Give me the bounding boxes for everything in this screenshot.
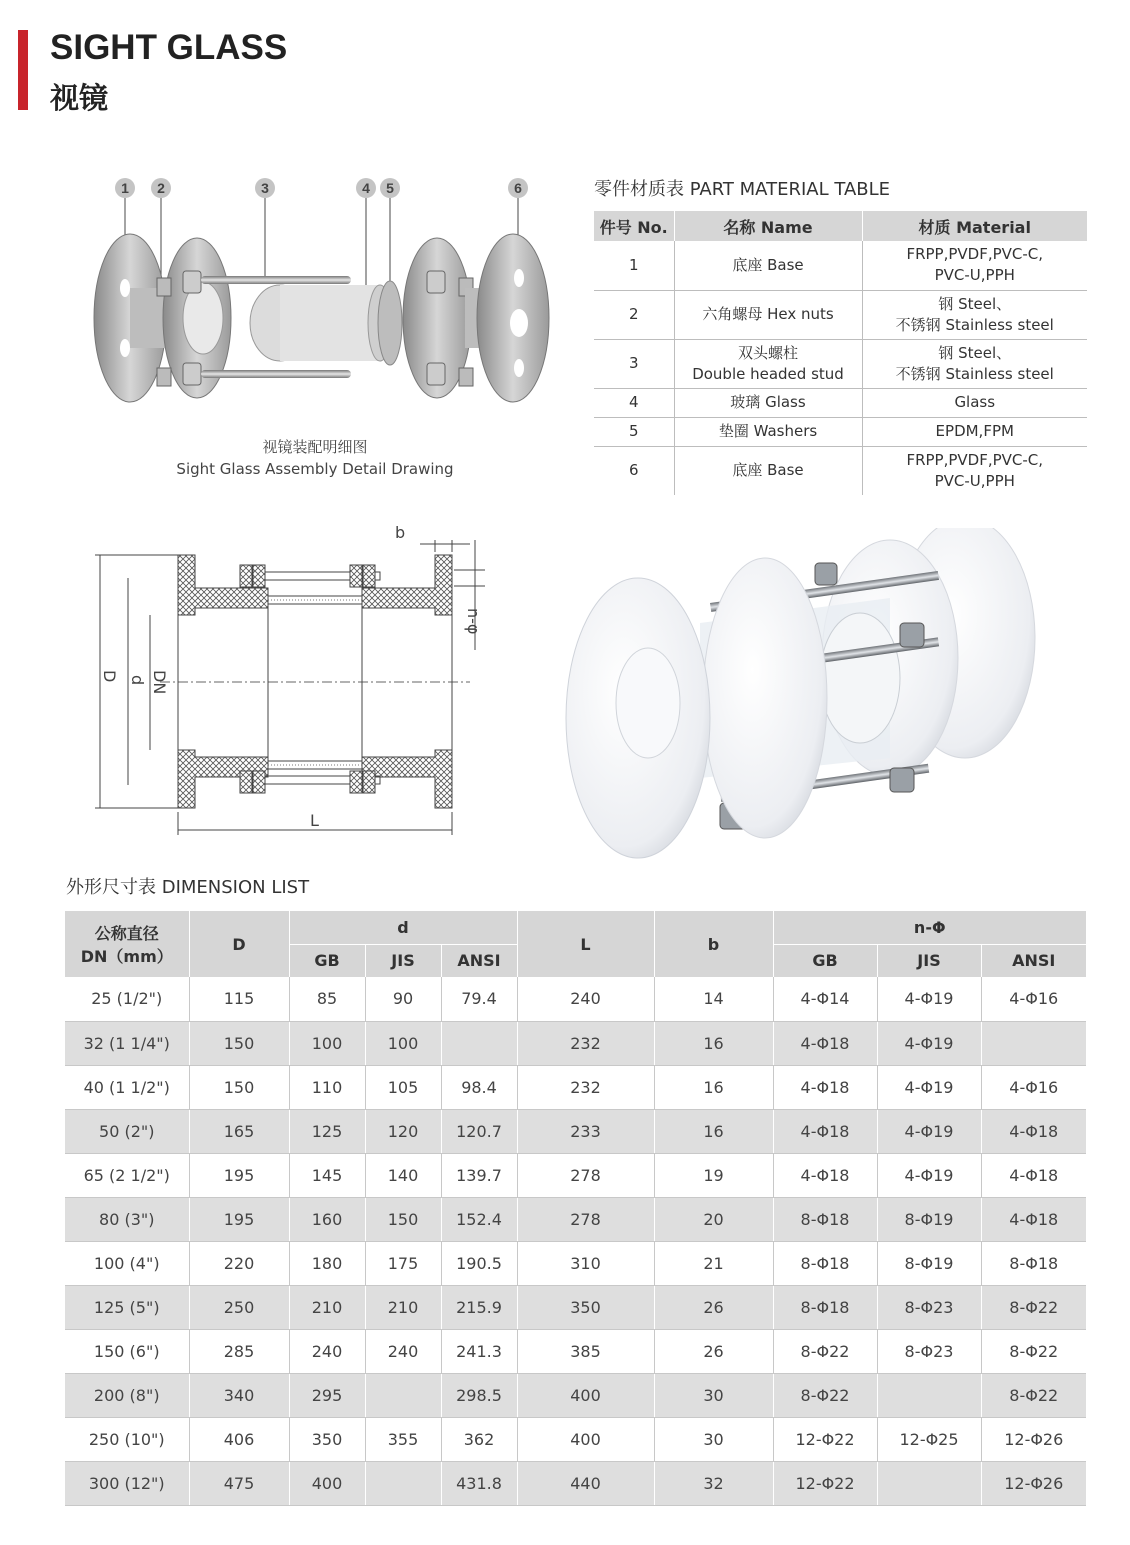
dn-cell: 80 (3"): [65, 1197, 189, 1241]
material-line: FRPP,PVDF,PVC-C,: [906, 245, 1044, 264]
dn-cell: 200 (8"): [65, 1373, 189, 1417]
dn-cell: 125 (5"): [65, 1285, 189, 1329]
callout-5: 5: [386, 180, 394, 196]
nphi-gb-cell: 4-Φ18: [773, 1021, 877, 1065]
part-no: 5: [594, 417, 674, 446]
part-name: [674, 241, 862, 290]
L-cell: 400: [517, 1373, 654, 1417]
d-jis-cell: 240: [365, 1329, 441, 1373]
nphi-ansi-cell: 8-Φ22: [981, 1373, 1086, 1417]
d-ansi-cell: [441, 1021, 517, 1065]
callout-3: 3: [261, 180, 269, 196]
material-line: 不锈钢 Stainless steel: [895, 364, 1054, 383]
header-D: D: [189, 911, 289, 977]
part-material: [862, 417, 1087, 446]
d-gb-cell: 100: [289, 1021, 365, 1065]
nphi-ansi-cell: 4-Φ18: [981, 1153, 1086, 1197]
nphi-jis-cell: 8-Φ23: [877, 1329, 981, 1373]
L-cell: 232: [517, 1021, 654, 1065]
header-L: L: [517, 911, 654, 977]
part-name: [674, 388, 862, 417]
table-row: [594, 417, 1087, 446]
d-gb-cell: 210: [289, 1285, 365, 1329]
material-line: Glass: [954, 393, 996, 411]
L-cell: 400: [517, 1417, 654, 1461]
assembly-caption-en: Sight Glass Assembly Detail Drawing: [176, 460, 454, 478]
header-nphi-jis: JIS: [877, 944, 981, 977]
b-cell: 16: [654, 1065, 773, 1109]
nphi-ansi-cell: 4-Φ18: [981, 1197, 1086, 1241]
part-name-line: 底座 Base: [732, 461, 804, 480]
dim-label-L: L: [310, 811, 319, 830]
b-cell: 32: [654, 1461, 773, 1505]
nphi-jis-cell: 8-Φ19: [877, 1241, 981, 1285]
part-name: [674, 417, 862, 446]
header-d-gb: GB: [289, 944, 365, 977]
header-d-ansi: ANSI: [441, 944, 517, 977]
nphi-jis-cell: 4-Φ19: [877, 1153, 981, 1197]
L-cell: 278: [517, 1153, 654, 1197]
d-ansi-cell: 215.9: [441, 1285, 517, 1329]
material-line: 钢 Steel、: [938, 294, 1012, 313]
b-cell: 26: [654, 1329, 773, 1373]
D-cell: 195: [189, 1197, 289, 1241]
header-dn: [65, 911, 189, 977]
dim-label-n-phi: n-φ: [464, 608, 483, 635]
d-ansi-cell: 298.5: [441, 1373, 517, 1417]
header-d: d: [289, 911, 517, 944]
part-no: 4: [594, 388, 674, 417]
nphi-ansi-cell: 8-Φ22: [981, 1285, 1086, 1329]
d-jis-cell: 210: [365, 1285, 441, 1329]
L-cell: 232: [517, 1065, 654, 1109]
dim-label-b: b: [395, 523, 406, 542]
callout-6: 6: [514, 180, 522, 196]
page-title: SIGHT GLASS: [50, 28, 288, 67]
nphi-gb-cell: 4-Φ18: [773, 1109, 877, 1153]
part-no: 2: [594, 290, 674, 339]
part-material: [862, 241, 1087, 290]
table-row: [65, 977, 1086, 1021]
part-name-line: Double headed stud: [692, 364, 844, 383]
callout-group: [115, 178, 528, 198]
L-cell: 310: [517, 1241, 654, 1285]
d-jis-cell: 140: [365, 1153, 441, 1197]
material-table-title: 零件材质表 PART MATERIAL TABLE: [594, 179, 891, 200]
D-cell: 195: [189, 1153, 289, 1197]
callout-1: 1: [121, 180, 129, 196]
table-row: [594, 241, 1087, 290]
part-name-line: 垫圈 Washers: [718, 422, 818, 440]
b-cell: 30: [654, 1373, 773, 1417]
part-name: [674, 339, 862, 388]
material-line: PVC-U,PPH: [934, 266, 1015, 285]
L-cell: 440: [517, 1461, 654, 1505]
d-gb-cell: 180: [289, 1241, 365, 1285]
d-gb-cell: 110: [289, 1065, 365, 1109]
table-row: [594, 388, 1087, 417]
d-ansi-cell: 431.8: [441, 1461, 517, 1505]
nphi-gb-cell: 8-Φ18: [773, 1197, 877, 1241]
nphi-gb-cell: 8-Φ22: [773, 1329, 877, 1373]
d-gb-cell: 350: [289, 1417, 365, 1461]
D-cell: 150: [189, 1021, 289, 1065]
assembly-caption-cn: 视镜装配明细图: [262, 438, 368, 456]
table-row: [65, 1329, 1086, 1373]
table-row: [65, 1373, 1086, 1417]
nphi-ansi-cell: 12-Φ26: [981, 1461, 1086, 1505]
b-cell: 16: [654, 1021, 773, 1065]
nphi-ansi-cell: 12-Φ26: [981, 1417, 1086, 1461]
d-ansi-cell: 79.4: [441, 977, 517, 1021]
nphi-ansi-cell: [981, 1021, 1086, 1065]
table-row: [65, 1109, 1086, 1153]
table-row: [65, 1417, 1086, 1461]
b-cell: 30: [654, 1417, 773, 1461]
D-cell: 475: [189, 1461, 289, 1505]
title-accent-bar: [18, 30, 28, 110]
nphi-jis-cell: 4-Φ19: [877, 1109, 981, 1153]
part-name-line: 六角螺母 Hex nuts: [702, 305, 834, 323]
callout-4: 4: [362, 180, 370, 196]
b-cell: 14: [654, 977, 773, 1021]
nphi-jis-cell: 4-Φ19: [877, 977, 981, 1021]
material-line: EPDM,FPM: [935, 422, 1014, 440]
nphi-jis-cell: 8-Φ19: [877, 1197, 981, 1241]
d-jis-cell: 120: [365, 1109, 441, 1153]
assembly-caption: [95, 436, 535, 480]
material-header-name: 名称 Name: [674, 211, 862, 241]
dn-cell: 40 (1 1/2"): [65, 1065, 189, 1109]
section-drawing: [90, 520, 500, 840]
dn-cell: 250 (10"): [65, 1417, 189, 1461]
material-line: PVC-U,PPH: [934, 471, 1015, 490]
header-dn-line: 公称直径: [94, 924, 159, 943]
part-material: [862, 290, 1087, 339]
nphi-ansi-cell: 4-Φ18: [981, 1109, 1086, 1153]
dn-cell: 100 (4"): [65, 1241, 189, 1285]
product-photo: [560, 528, 1060, 863]
nphi-jis-cell: 8-Φ23: [877, 1285, 981, 1329]
b-cell: 19: [654, 1153, 773, 1197]
d-gb-cell: 145: [289, 1153, 365, 1197]
dn-cell: 65 (2 1/2"): [65, 1153, 189, 1197]
d-jis-cell: 175: [365, 1241, 441, 1285]
material-line: 钢 Steel、: [938, 343, 1012, 362]
nphi-ansi-cell: 8-Φ18: [981, 1241, 1086, 1285]
nphi-jis-cell: [877, 1461, 981, 1505]
d-ansi-cell: 362: [441, 1417, 517, 1461]
table-row: [65, 1241, 1086, 1285]
dn-cell: 150 (6"): [65, 1329, 189, 1373]
table-row: [594, 290, 1087, 339]
d-ansi-cell: 98.4: [441, 1065, 517, 1109]
assembly-illustration: [85, 168, 565, 428]
dim-label-DN: DN: [150, 670, 169, 695]
nphi-gb-cell: 4-Φ14: [773, 977, 877, 1021]
table-row: [65, 1461, 1086, 1505]
D-cell: 220: [189, 1241, 289, 1285]
d-jis-cell: 105: [365, 1065, 441, 1109]
D-cell: 115: [189, 977, 289, 1021]
L-cell: 385: [517, 1329, 654, 1373]
dn-cell: 32 (1 1/4"): [65, 1021, 189, 1065]
dn-cell: 300 (12"): [65, 1461, 189, 1505]
part-material: [862, 339, 1087, 388]
nphi-gb-cell: 8-Φ22: [773, 1373, 877, 1417]
part-no: 3: [594, 339, 674, 388]
nphi-ansi-cell: 4-Φ16: [981, 977, 1086, 1021]
part-name: [674, 290, 862, 339]
material-table: [594, 211, 1087, 495]
L-cell: 240: [517, 977, 654, 1021]
d-ansi-cell: 152.4: [441, 1197, 517, 1241]
header-n-phi: n-Φ: [773, 911, 1086, 944]
d-gb-cell: 240: [289, 1329, 365, 1373]
part-name: [674, 446, 862, 495]
part-material: [862, 446, 1087, 495]
nphi-gb-cell: 12-Φ22: [773, 1417, 877, 1461]
table-row: [65, 1065, 1086, 1109]
d-jis-cell: 150: [365, 1197, 441, 1241]
L-cell: 278: [517, 1197, 654, 1241]
L-cell: 233: [517, 1109, 654, 1153]
table-row: [594, 339, 1087, 388]
table-row: [65, 1197, 1086, 1241]
header-b: b: [654, 911, 773, 977]
material-header-no: 件号 No.: [594, 211, 674, 241]
b-cell: 21: [654, 1241, 773, 1285]
part-material: [862, 388, 1087, 417]
part-name-line: 底座 Base: [732, 255, 804, 274]
d-gb-cell: 125: [289, 1109, 365, 1153]
nphi-ansi-cell: 8-Φ22: [981, 1329, 1086, 1373]
d-ansi-cell: 241.3: [441, 1329, 517, 1373]
dimension-list-title: 外形尺寸表 DIMENSION LIST: [66, 877, 310, 898]
b-cell: 20: [654, 1197, 773, 1241]
page-title-cn: 视镜: [50, 81, 109, 115]
part-no: 6: [594, 446, 674, 495]
d-gb-cell: 160: [289, 1197, 365, 1241]
D-cell: 250: [189, 1285, 289, 1329]
D-cell: 150: [189, 1065, 289, 1109]
L-cell: 350: [517, 1285, 654, 1329]
nphi-ansi-cell: 4-Φ16: [981, 1065, 1086, 1109]
d-jis-cell: 355: [365, 1417, 441, 1461]
d-jis-cell: 90: [365, 977, 441, 1021]
part-name-line: 玻璃 Glass: [730, 393, 806, 411]
d-jis-cell: [365, 1373, 441, 1417]
table-row: [65, 1285, 1086, 1329]
d-ansi-cell: 190.5: [441, 1241, 517, 1285]
nphi-jis-cell: 12-Φ25: [877, 1417, 981, 1461]
dn-cell: 25 (1/2"): [65, 977, 189, 1021]
nphi-gb-cell: 8-Φ18: [773, 1241, 877, 1285]
callout-2: 2: [157, 180, 165, 196]
header-d-jis: JIS: [365, 944, 441, 977]
material-header-material: 材质 Material: [862, 211, 1087, 241]
b-cell: 26: [654, 1285, 773, 1329]
d-gb-cell: 295: [289, 1373, 365, 1417]
dim-label-d: d: [128, 675, 147, 686]
nphi-gb-cell: 4-Φ18: [773, 1153, 877, 1197]
header-nphi-ansi: ANSI: [981, 944, 1086, 977]
dimension-table: [65, 911, 1086, 1506]
header-nphi-gb: GB: [773, 944, 877, 977]
table-row: [594, 446, 1087, 495]
d-ansi-cell: 139.7: [441, 1153, 517, 1197]
header-dn-line: DN（mm）: [80, 947, 173, 966]
D-cell: 406: [189, 1417, 289, 1461]
nphi-jis-cell: [877, 1373, 981, 1417]
table-row: [65, 1021, 1086, 1065]
b-cell: 16: [654, 1109, 773, 1153]
material-line: FRPP,PVDF,PVC-C,: [906, 450, 1044, 469]
nphi-jis-cell: 4-Φ19: [877, 1021, 981, 1065]
part-name-line: 双头螺柱: [737, 343, 798, 362]
d-gb-cell: 400: [289, 1461, 365, 1505]
D-cell: 165: [189, 1109, 289, 1153]
table-row: [65, 1153, 1086, 1197]
part-no: 1: [594, 241, 674, 290]
dn-cell: 50 (2"): [65, 1109, 189, 1153]
nphi-gb-cell: 12-Φ22: [773, 1461, 877, 1505]
nphi-gb-cell: 4-Φ18: [773, 1065, 877, 1109]
d-jis-cell: 100: [365, 1021, 441, 1065]
D-cell: 340: [189, 1373, 289, 1417]
dim-label-D: D: [100, 670, 119, 683]
d-ansi-cell: 120.7: [441, 1109, 517, 1153]
nphi-jis-cell: 4-Φ19: [877, 1065, 981, 1109]
D-cell: 285: [189, 1329, 289, 1373]
d-gb-cell: 85: [289, 977, 365, 1021]
nphi-gb-cell: 8-Φ18: [773, 1285, 877, 1329]
material-line: 不锈钢 Stainless steel: [895, 315, 1054, 334]
d-jis-cell: [365, 1461, 441, 1505]
